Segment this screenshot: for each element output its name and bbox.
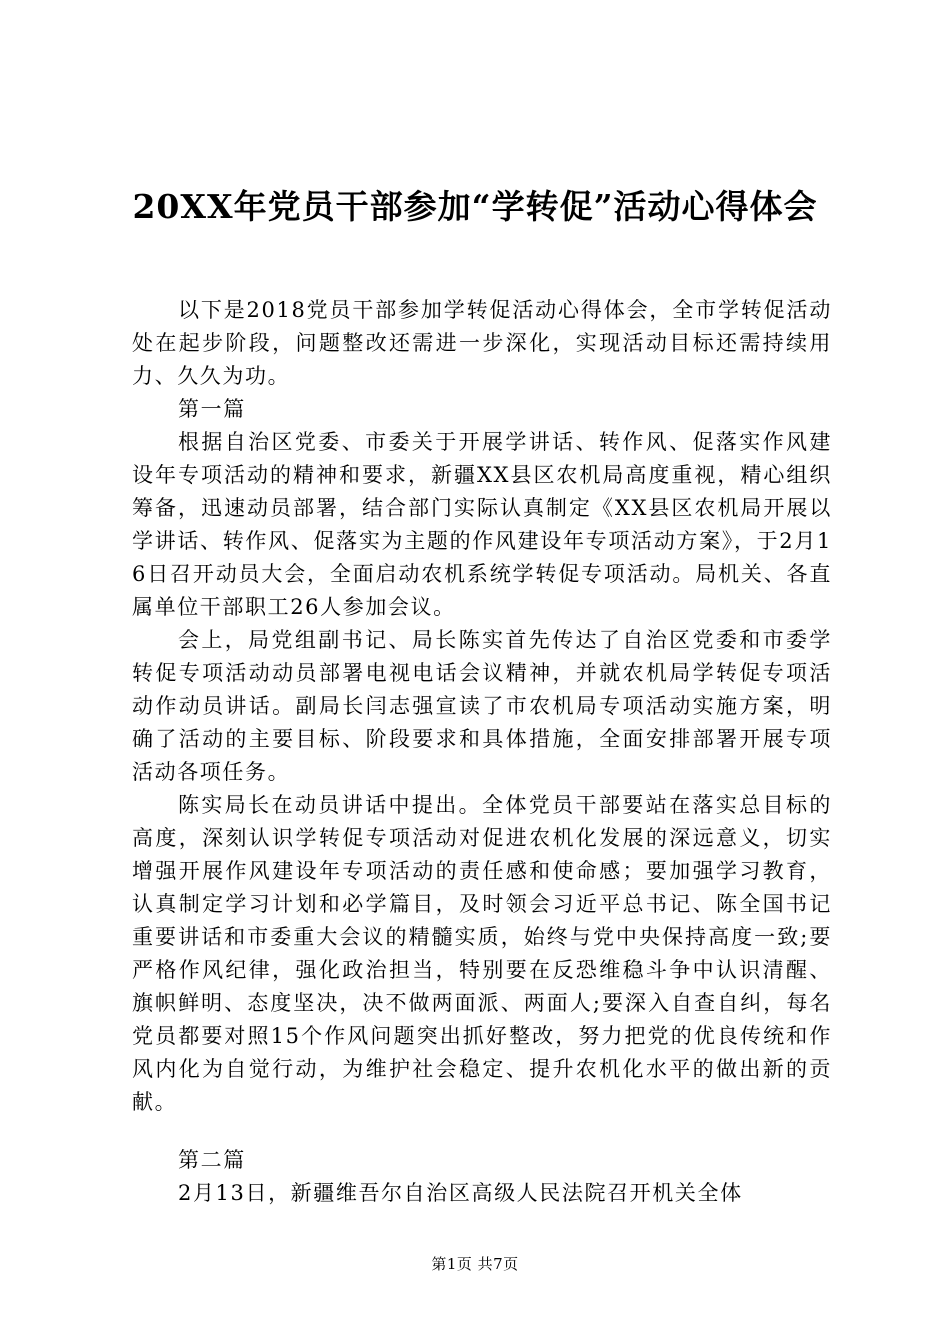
body-paragraph: 2月13日，新疆维吾尔自治区高级人民法院召开机关全体	[178, 1181, 743, 1205]
document-title: 20XX年党员干部参加“学转促”活动心得体会	[132, 187, 818, 226]
body-paragraph: 会上，局党组副书记、局长陈实首先传达了自治区党委和市委学转促专项活动动员部署电视电话会议精神，并就农机局学转促专项活动作动员讲话。副局长闫志强宣读了市农机局专项活动实施方案，明确了活动的主要目标、阶段要求和具体措施，全面安排部署开展专项活动各项任务。	[132, 628, 832, 784]
body-paragraph: 根据自治区党委、市委关于开展学讲话、转作风、促落实作风建设年专项活动的精神和要求，新疆XX县区农机局高度重视，精心组织筹备，迅速动员部署，结合部门实际认真制定《XX县区农机局开展以学讲话、转作风、促落实为主题的作风建设年专项活动方案》，于2月16日召开动员大会，全面启动农机系统学转促专项活动。局机关、各直属单位干部职工26人参加会议。	[132, 430, 832, 619]
document-body	[132, 294, 832, 1210]
paragraph-spacer	[132, 1119, 832, 1144]
intro-paragraph: 以下是2018党员干部参加学转促活动心得体会，全市学转促活动处在起步阶段，问题整改还需进一步深化，实现活动目标还需持续用力、久久为功。	[132, 298, 832, 388]
section-heading-second: 第二篇	[178, 1148, 246, 1172]
section-heading-first: 第一篇	[178, 397, 246, 421]
body-paragraph: 陈实局长在动员讲话中提出。全体党员干部要站在落实总目标的高度，深刻认识学转促专项活动对促进农机化发展的深远意义，切实增强开展作风建设年专项活动的责任感和使命感；要加强学习教育，认真制定学习计划和必学篇目，及时领会习近平总书记、陈全国书记重要讲话和市委重大会议的精髓实质，始终与党中央保持高度一致;要严格作风纪律，强化政治担当，特别要在反恐维稳斗争中认识清醒、旗帜鲜明、态度坚决，决不做两面派、两面人;要深入自查自纠，每名党员都要对照15个作风问题突出抓好整改，努力把党的优良传统和作风内化为自觉行动，为维护社会稳定、提升农机化水平的做出新的贡献。	[132, 793, 832, 1114]
page-number-footer: 第1页 共7页	[431, 1255, 519, 1273]
